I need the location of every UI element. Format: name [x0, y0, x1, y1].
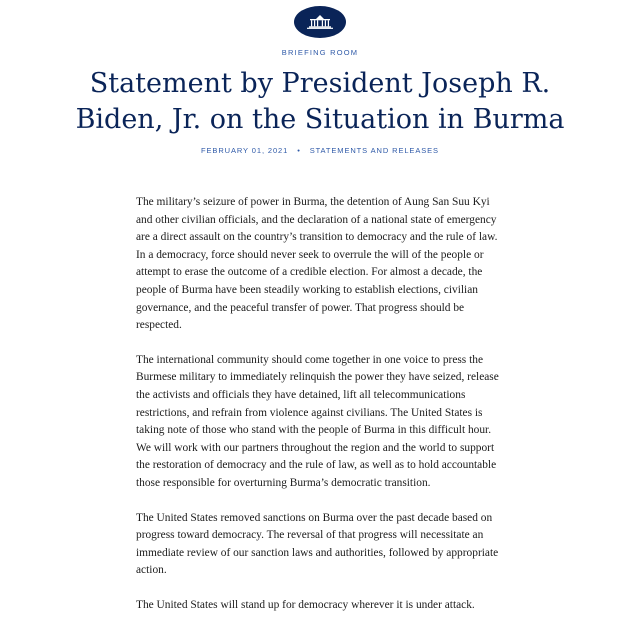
post-date: FEBRUARY 01, 2021 [201, 146, 289, 155]
paragraph: The United States removed sanctions on Burma over the past decade based on progress toward democracy. The reversal of that progress will necessitate an immediate review of our sanction laws and authorities, followed by appropriate action. [136, 511, 499, 577]
page-title: Statement by President Joseph R. Biden, Jr. on the Situation in Burma [75, 68, 565, 135]
paragraph: The military’s seizure of power in Burma, the detention of Aung San Suu Kyi and other civilian officials, and the declaration of a national state of emergency are a direct assault on the country’s transition to democracy and the rule of law. In a democracy, force should never seek to overrule the will of the people or attempt to erase the outcome of a credible election. For almost a decade, the people of Burma have been steadily working to establish elections, civilian governance, and the peaceful transfer of power. That progress should be respected. [136, 196, 498, 332]
briefing-room-link[interactable]: BRIEFING ROOM [281, 48, 359, 57]
paragraph: The United States will stand up for democracy wherever it is under attack. [136, 598, 475, 611]
article-body [136, 194, 504, 631]
post-meta [0, 146, 640, 155]
white-house-seal-icon [305, 12, 335, 32]
category-link[interactable]: STATEMENTS AND RELEASES [309, 146, 439, 155]
white-house-logo[interactable] [294, 6, 346, 38]
logo-container [0, 6, 640, 38]
meta-separator: • [297, 146, 301, 155]
paragraph: The international community should come together in one voice to press the Burmese military to immediately relinquish the power they have seized, release the activists and officials they have detained, lift all telecommunications restrictions, and refrain from violence against civilians. The United States is taking note of those who stand with the people of Burma in this difficult hour. We will work with our partners throughout the region and the world to support the restoration of democracy and the rule of law, as well as to hold accountable those responsible for overturning Burma’s democratic transition. [136, 353, 499, 489]
